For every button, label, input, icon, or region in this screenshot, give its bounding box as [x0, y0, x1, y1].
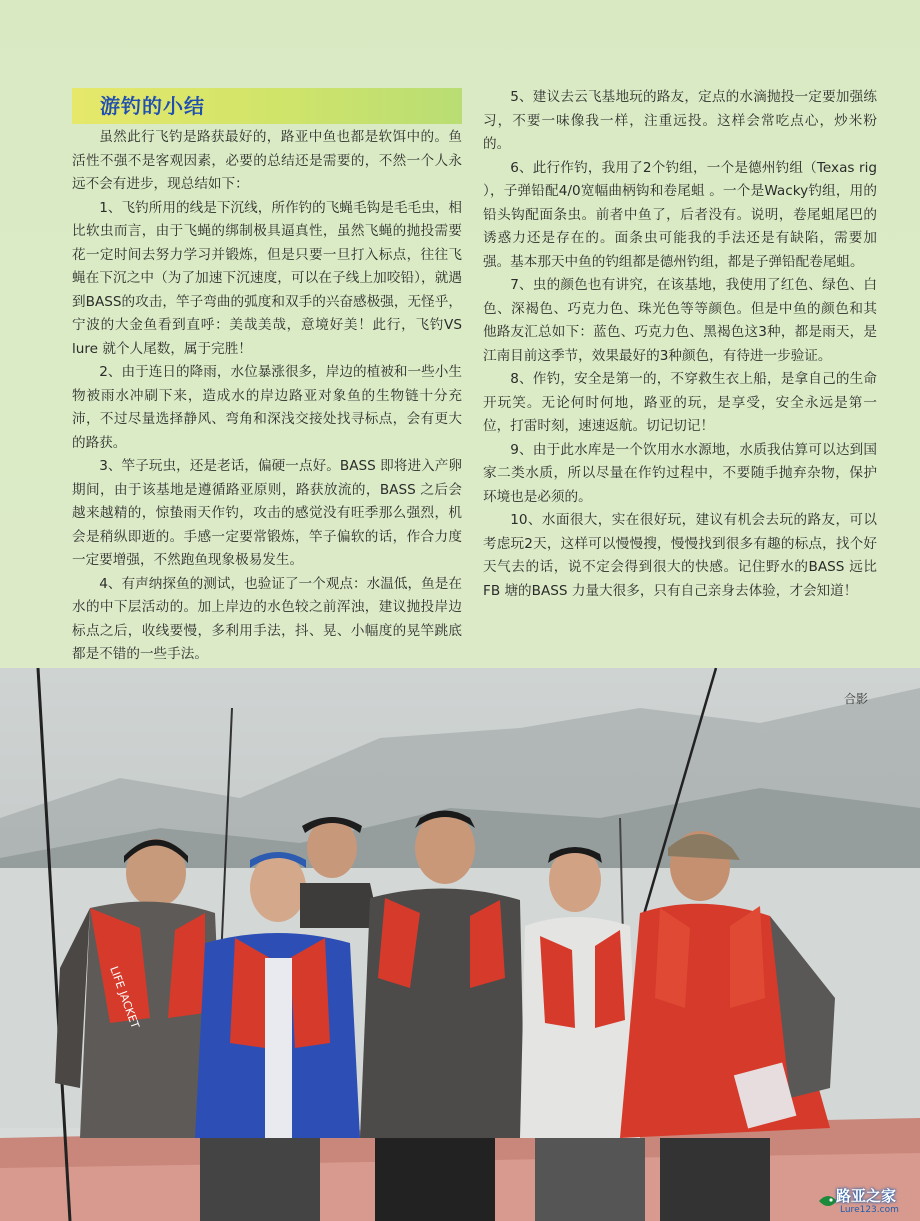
left-column [72, 86, 462, 667]
paragraph: 虽然此行飞钓是路获最好的，路亚中鱼也都是软饵中的。鱼活性不强不是客观因素，必要的总结还是需要的，不然一个人永远不会有进步，现总结如下： [72, 129, 462, 192]
logo-text: 路亚之家 [836, 1187, 897, 1205]
photo-caption: 合影 [843, 692, 868, 706]
paragraph: 7、虫的颜色也有讲究，在该基地，我使用了红色、绿色、白色、深褐色、巧克力色、珠光色等等颜色。但是中鱼的颜色和其他路友汇总如下：蓝色、巧克力色、黑褐色这3种，都是雨天，是江南目前这季节，效果最好的3种颜色，有待进一步验证。 [483, 277, 877, 364]
paragraph: 4、有声纳探鱼的测试，也验证了一个观点：水温低，鱼是在水的中下层活动的。加上岸边的水色较之前浑浊，建议抛投岸边标点之后，收线要慢，多利用手法，抖、晃、小幅度的晃竿跳底都是不错的一些手法。 [72, 575, 462, 662]
group-photo [0, 668, 920, 1221]
paragraph: 8、作钓，安全是第一的，不穿救生衣上船，是拿自己的生命开玩笑。无论何时何地，路亚的玩，是享受，安全永远是第一位，打雷时刻，速速返航。切记切记！ [483, 371, 877, 434]
paragraph: 6、此行作钓，我用了2个钓组，一个是德州钓组（Texas rig ），子弹铅配4/0宽幅曲柄钩和卷尾蛆 。一个是Wacky钓组，用的铅头钩配面条虫。前者中鱼了，后者没有。说明，卷尾蛆尾巴的诱惑力还是存在的。面条虫可能我的手法还是有缺陷，需要加强。基本那天中鱼的钓组都是德州钓组，都是子弹铅配卷尾蛆。 [483, 159, 877, 270]
site-logo [816, 1185, 912, 1219]
paragraph: 10、水面很大，实在很好玩，建议有机会去玩的路友，可以考虑玩2天，这样可以慢慢搜，慢慢找到很多有趣的标点，找个好天气去的话，说不定会得到很大的快感。记住野水的BASS 远比FB 塘的BASS 力量大很多，只有自己亲身去体验，才会知道！ [483, 512, 877, 599]
paragraph: 2、由于连日的降雨，水位暴涨很多，岸边的植被和一些小生物被雨水冲刷下来，造成水的岸边路亚对象鱼的生物链十分充沛，不过尽量选择静风、弯角和深浅交接处找寻标点，会有更大的路获。 [72, 364, 462, 451]
paragraph: 3、竿子玩虫，还是老话，偏硬一点好。BASS 即将进入产卵期间，由于该基地是遵循路亚原则，路获放流的，BASS 之后会越来越精的，惊蛰雨天作钓，攻击的感觉没有旺季那么强烈，机会是稍纵即逝的。手感一定要常锻炼，竿子偏软的话，作合力度一定要增强，不然跑鱼现象极易发生。 [72, 458, 462, 568]
paragraph: 5、建议去云飞基地玩的路友，定点的水滴抛投一定要加强练习，不要一味像我一样，注重远投。这样会常吃点心，炒米粉的。 [483, 89, 877, 152]
section-heading: 游钓的小结 [100, 94, 205, 118]
group-photo-illustration [0, 668, 920, 1221]
paragraph: 1、飞钓所用的线是下沉线，所作钓的飞蝇毛钩是毛毛虫，相比软虫而言，由于飞蝇的绑制极具逼真性，虽然飞蝇的抛投需要花一定时间去努力学习并锻炼，但是只要一旦打入标点，往往飞蝇在下沉之中（为了加速下沉速度，可以在子线上加咬铅），就遇到BASS的攻击，竿子弯曲的弧度和双手的兴奋感极强，无怪乎，宁波的大金鱼看到直呼：美哉美哉，意境好美！此行，飞钓VS lure 就个人尾数，属于完胜！ [72, 199, 462, 357]
life-jacket-label: LIFE JACKET [107, 964, 142, 1031]
paragraph: 9、由于此水库是一个饮用水水源地，水质我估算可以达到国家二类水质，所以尽量在作钓过程中，不要随手抛弃杂物，保护环境也是必须的。 [483, 441, 877, 505]
right-column [483, 86, 877, 603]
logo-url: Lure123.com [840, 1205, 899, 1215]
